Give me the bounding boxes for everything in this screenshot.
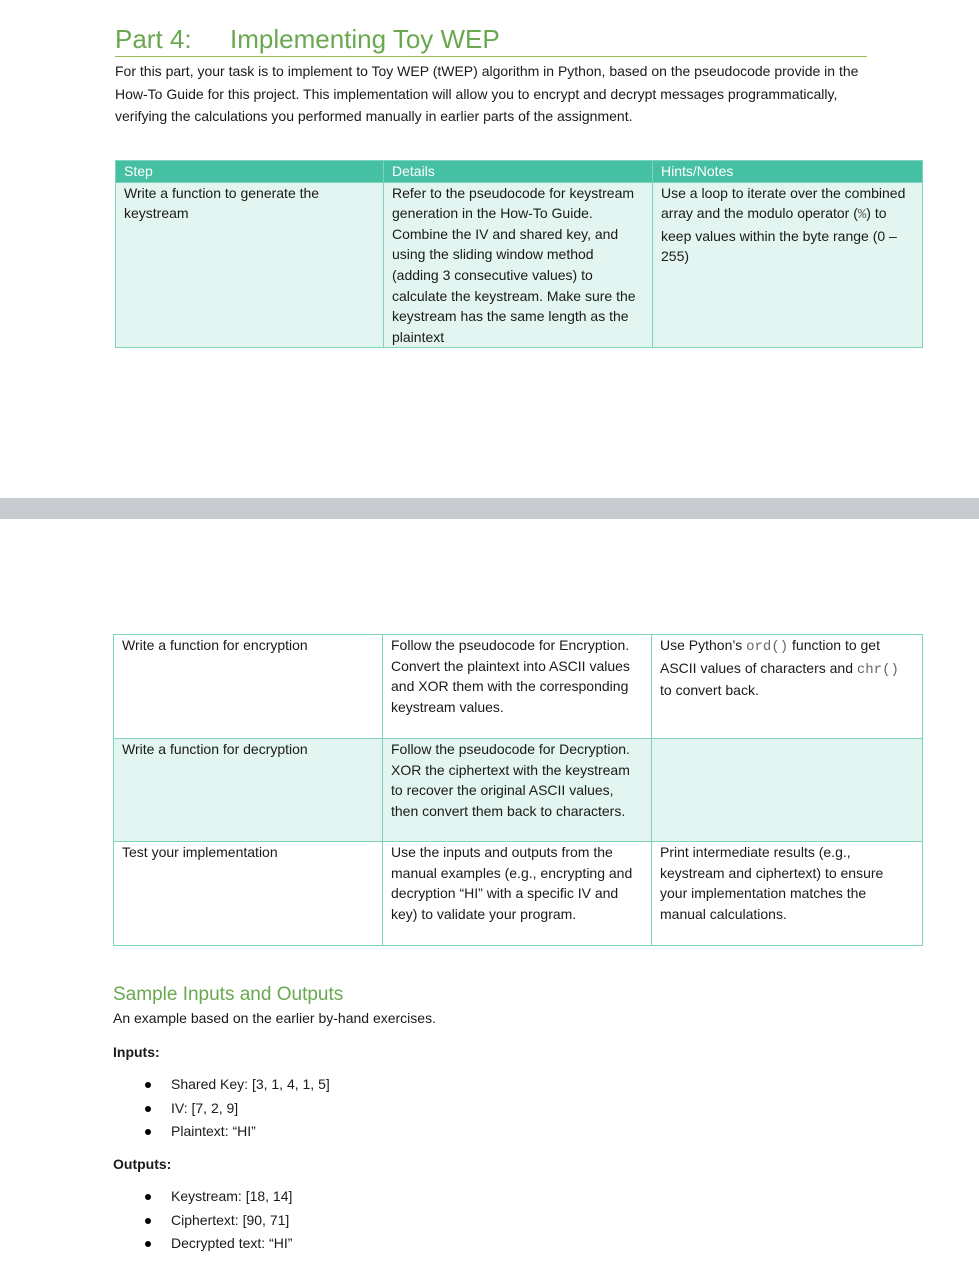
outputs-label: Outputs:: [113, 1156, 172, 1172]
inline-code: ord(): [746, 639, 789, 655]
header-details: Details: [384, 161, 653, 183]
list-item: Shared Key: [3, 1, 4, 1, 5]: [143, 1073, 330, 1097]
details-cell: Refer to the pseudocode for keystream generation in the How-To Guide. Combine the IV and shared key, and using the sliding window method (adding 3 consecutive values) to calculate the keystream. Make sure the keystream has the same length as the plaintext: [384, 182, 653, 348]
hints-cell: Use Python’s ord() function to get ASCII values of characters and chr() to convert back.: [652, 635, 923, 739]
inline-code: %: [857, 207, 867, 224]
hints-cell: [652, 739, 923, 842]
header-step: Step: [116, 161, 384, 183]
hints-cell: Use a loop to iterate over the combined array and the modulo operator (%) to keep values within the byte range (0 – 255): [653, 182, 923, 348]
table-header-row: [116, 161, 923, 183]
list-item: Ciphertext: [90, 71]: [143, 1209, 292, 1233]
page-2: [0, 519, 979, 1277]
list-item: Keystream: [18, 14]: [143, 1185, 292, 1209]
part-title: Implementing Toy WEP: [230, 24, 500, 54]
list-item: Plaintext: “HI”: [143, 1120, 330, 1144]
inputs-label: Inputs:: [113, 1044, 160, 1060]
table-row: [114, 842, 923, 946]
list-item: IV: [7, 2, 9]: [143, 1097, 330, 1121]
details-cell: Follow the pseudocode for Encryption. Convert the plaintext into ASCII values and XOR them with the corresponding keystream values.: [383, 635, 652, 739]
step-cell: Write a function to generate the keystream: [116, 182, 384, 348]
steps-table: [115, 160, 923, 348]
step-cell: Test your implementation: [114, 842, 383, 946]
sample-heading: Sample Inputs and Outputs: [113, 984, 344, 1005]
hints-cell: Print intermediate results (e.g., keystream and ciphertext) to ensure your implementation matches the manual calculations.: [652, 842, 923, 946]
section-heading: [115, 22, 867, 57]
step-cell: Write a function for encryption: [114, 635, 383, 739]
inline-code: chr(): [856, 661, 899, 678]
list-item: Decrypted text: “HI”: [143, 1232, 292, 1256]
page-separator: [0, 498, 979, 519]
table-row: [116, 182, 923, 348]
table-row: [114, 739, 923, 842]
intro-paragraph: For this part, your task is to implement to Toy WEP (tWEP) algorithm in Python, based on the pseudocode provide in the How-To Guide for this project. This implementation will allow you to encrypt and decrypt messages programmatically, verifying the calculations you performed manually in earlier parts of the assignment.: [115, 63, 859, 125]
table-row: [114, 635, 923, 739]
details-cell: Follow the pseudocode for Decryption. XOR the ciphertext with the keystream to recover the original ASCII values, then convert them back to characters.: [383, 739, 652, 842]
step-cell: Write a function for decryption: [114, 739, 383, 842]
steps-table-continued: [113, 634, 923, 946]
sample-description: An example based on the earlier by-hand exercises.: [113, 1010, 436, 1026]
part-number: Part 4:: [115, 24, 192, 54]
page-1: [0, 0, 979, 498]
header-hints: Hints/Notes: [653, 161, 923, 183]
outputs-list: [143, 1185, 292, 1256]
details-cell: Use the inputs and outputs from the manual examples (e.g., encrypting and decryption “HI” with a specific IV and key) to validate your program.: [383, 842, 652, 946]
inputs-list: [143, 1073, 330, 1144]
